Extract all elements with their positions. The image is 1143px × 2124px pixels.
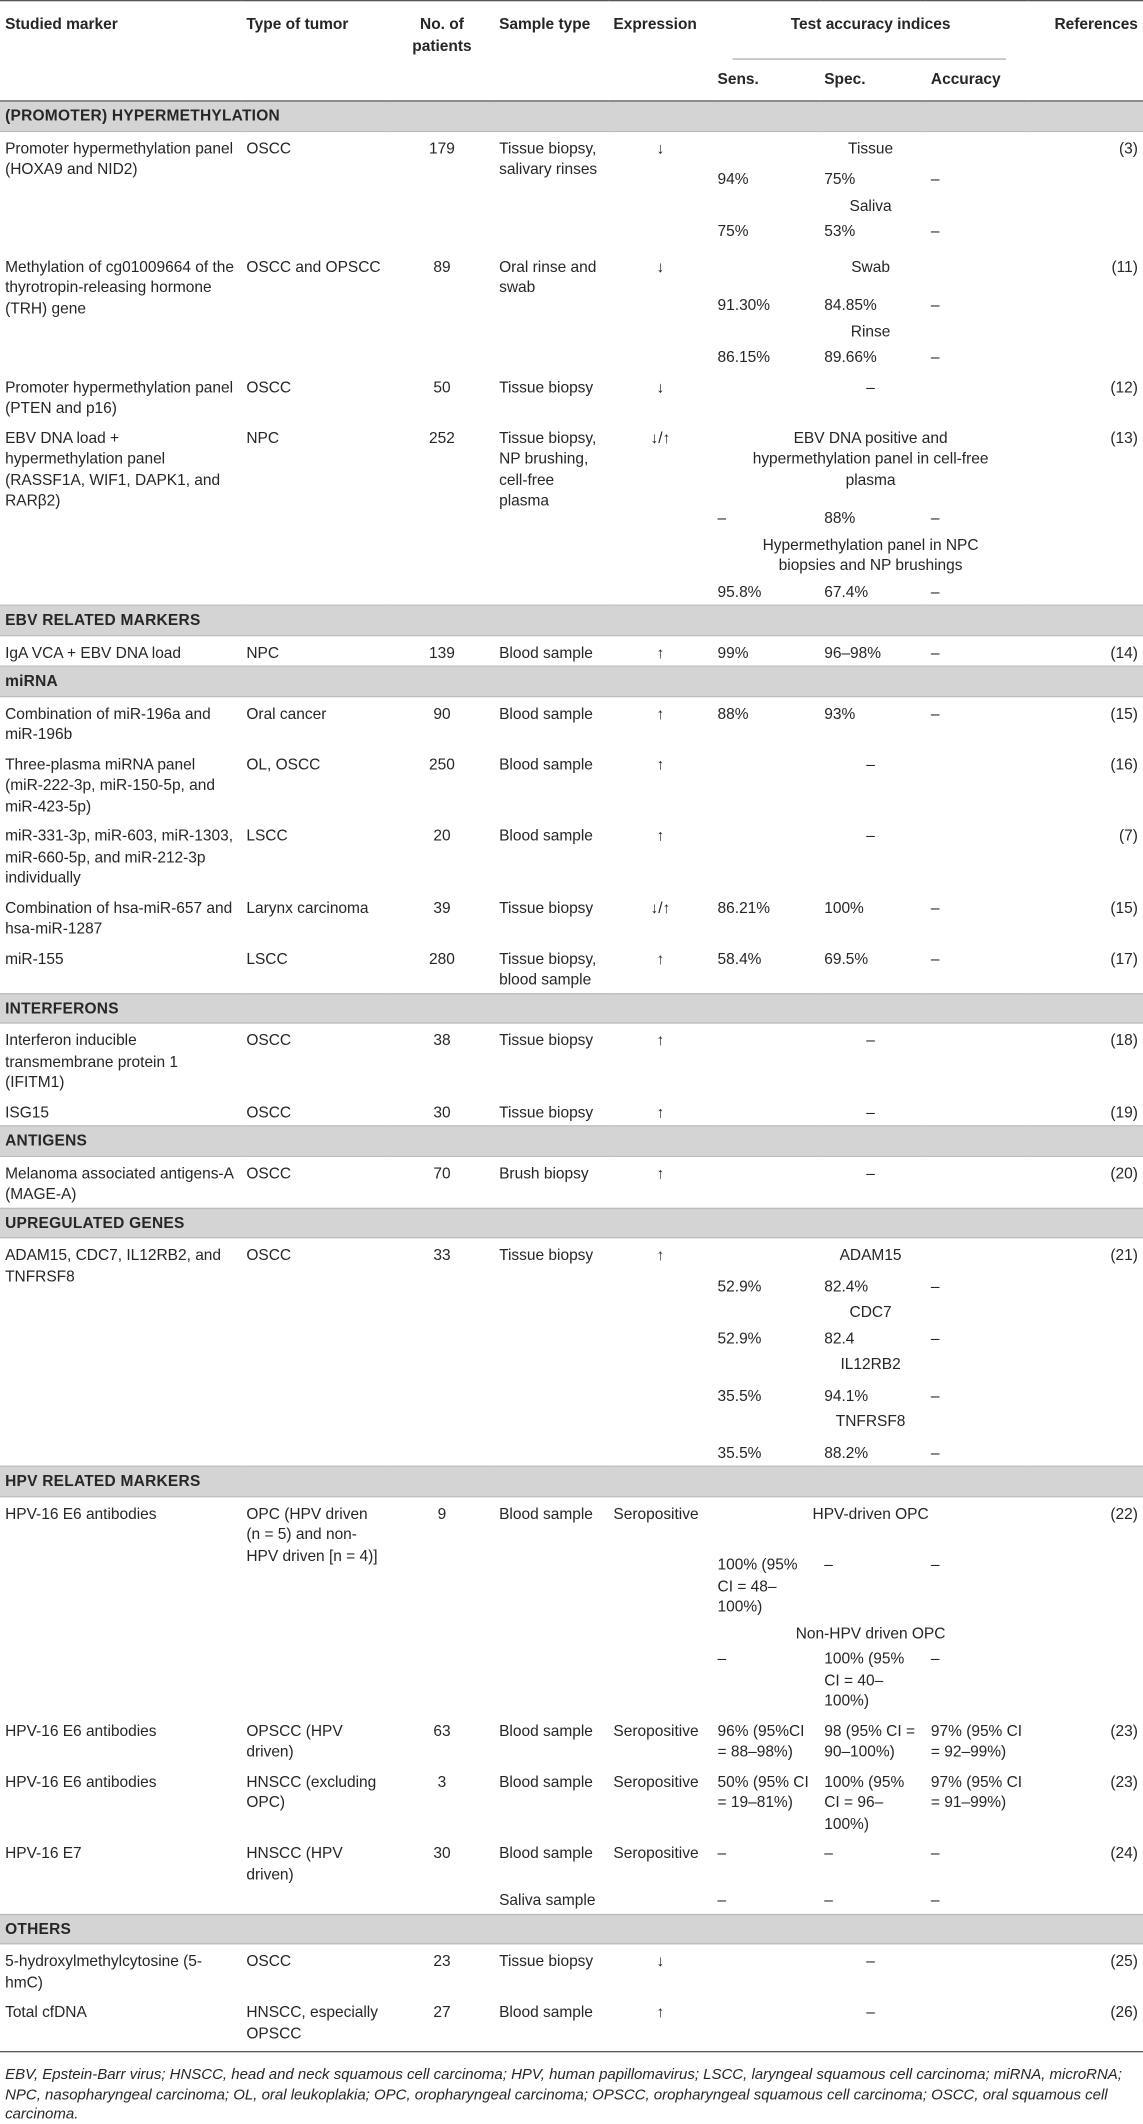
col-header-marker: Studied marker [0, 1, 241, 62]
table-row: HPV-16 E7 HNSCC (HPV driven) 30 Blood sample Seropositive – – – (24) [5, 1844, 1138, 1883]
table-row: HPV-16 E6 antibodies OPC (HPV driven (n = 5) and non-HPV driven [n = 4)] 9 Blood sample Seropositive HPV-driven OPC (22) [0, 1496, 1143, 1552]
table-row: miR-331-3p, miR-603, miR-1303, miR-660-5p, and miR-212-3p individually LSCC 20 Blood sample ↑ – (7) [5, 826, 1138, 887]
section-header: HPV RELATED MARKERS [0, 1466, 1143, 1496]
sub-label: IL12RB2 [840, 1355, 901, 1373]
sub-label: Swab [851, 257, 890, 275]
table-row: Methylation of cg01009664 of the thyrotropin-releasing hormone (TRH) gene OSCC and OPSCC 89 Oral rinse and swab ↓ Swab (11) [0, 250, 1143, 293]
table-row: Interferon inducible transmembrane protein 1 (IFITM1) OSCC 38 Tissue biopsy ↑ – (18) [5, 1031, 1138, 1091]
table-row: ISG15 OSCC 30 Tissue biopsy ↑ – (19) [5, 1102, 1138, 1121]
sub-label: EBV DNA positive and hypermethylation panel in cell-free plasma [752, 428, 989, 489]
sub-label: Hypermethylation panel in NPC biopsies and NP brushings [762, 535, 979, 575]
col-header-tumor: Type of tumor [241, 1, 390, 62]
table-row: Melanoma associated antigens-A (MAGE-A) OSCC 70 Brush biopsy ↑ – (20) [5, 1163, 1138, 1203]
table-row: EBV DNA load + hypermethylation panel (RASSF1A, WIF1, DAPK1, and RARβ2) NPC 252 Tissue biopsy, NP brushing, cell-free plasma ↓/↑ EBV DNA positive and hypermethylation panel in cell-free plasma (13) [0, 421, 1143, 500]
col-header-sample: Sample type [494, 1, 608, 62]
table-row: Combination of hsa-miR-657 and hsa-miR-1287 Larynx carcinoma 39 Tissue biopsy ↓/↑ 86.21% 100% – (15) [5, 898, 1138, 938]
col-header-references: References [1029, 1, 1143, 62]
table-row: Total cfDNA HNSCC, especially OPSCC 27 Blood sample ↑ – (26) [5, 2002, 1138, 2042]
col-header-accuracy: Accuracy [926, 62, 1029, 101]
table-row: Promoter hypermethylation panel (HOXA9 and NID2) OSCC 179 Tissue biopsy, salivary rinses ↓ Tissue (3) [0, 131, 1143, 161]
table-row: HPV-16 E6 antibodies OPSCC (HPV driven) 63 Blood sample Seropositive 96% (95%CI = 88–98%) 98 (95% CI = 90–100%) 97% (95% CI = 92–99%) (23) [5, 1721, 1138, 1761]
sub-label: Non-HPV driven OPC [795, 1623, 946, 1642]
table-row: IgA VCA + EBV DNA load NPC 139 Blood sample ↑ 99% 96–98% – (14) [5, 643, 1138, 662]
table-footnote: EBV, Epstein-Barr virus; HNSCC, head and neck squamous cell carcinoma; HPV, human papillomavirus; LSCC, laryngeal squamous cell carcinoma; miRNA, microRNA; NPC, nasopharyngeal carcinoma; OL, oral leukoplakia; OPC, oropharyngeal carcinoma; OPSCC, oropharyngeal squamous cell carcinoma; OSCC, oral squamous cell carcinoma. [0, 2051, 1143, 2124]
col-header-patients: No. of patients [390, 1, 494, 62]
section-header: OTHERS [0, 1914, 1143, 1944]
sub-label: Saliva [849, 196, 892, 214]
col-header-indices: Test accuracy indices [712, 1, 1028, 62]
section-header: INTERFERONS [0, 993, 1143, 1023]
section-header: EBV RELATED MARKERS [0, 605, 1143, 635]
section-header: UPREGULATED GENES [0, 1208, 1143, 1238]
section-header: ANTIGENS [0, 1126, 1143, 1156]
sub-label: ADAM15 [839, 1245, 902, 1264]
sub-label: HPV-driven OPC [812, 1504, 929, 1523]
table-row: 5-hydroxylmethylcytosine (5-hmC) OSCC 23 Tissue biopsy ↓ – (25) [5, 1951, 1138, 1991]
biomarker-table: Studied marker Type of tumor No. of patients Sample type Expression Test accuracy indices References Sens. Spec. Accuracy (PROMOTER) HYPERMETHYLATION Promoter hypermethylation panel (HOXA9 and NID2) OSCC 179 Tissue biopsy, salivary rinses ↓ Tissue (3) 94% 75% – Saliva 75% 53% – Methylation of cg01009664 of the thyrotropin-releasing hormone (TRH) gene OSCC and OPSCC 89 Oral rinse and swab ↓ Swab (11) 91.30% 84.85% – Rinse 86.15% 89.66% – Promoter hypermethylation panel (PTEN and p16) OSCC 50 Tissue biopsy ↓ – (12) EBV DNA load + hypermethylation panel (RASSF1A, WIF1, DAPK1, and RARβ2) NPC 252 Tissue biopsy, NP brushing, cell-free plasma ↓/↑ EBV DNA positive and hypermethylation panel in cell-free plasma (13) – 88% – Hypermethylation panel in NPC biopsies and NP brushings 95.8% 67.4% – EBV RELATED MARKERS IgA VCA + EBV DNA load NPC 139 Blood sample ↑ 99% 96–98% – (14) miRNA Combination of miR-196a and miR-196b Oral cancer 90 Blood sample ↑ 88% 93% – (15) Three-plasma miRNA panel (miR-222-3p, miR-150-5p, and miR-423-5p) OL, OSCC 250 Blood sample ↑ – (16) miR-331-3p, miR-603, miR-1303, miR-660-5p, and miR-212-3p individually LSCC 20 Blood sample ↑ – (7) Combination of hsa-miR-657 and hsa-miR-1287 Larynx carcinoma 39 Tissue biopsy ↓/↑ 86.21% 100% – (15) miR-155 LSCC 280 Tissue biopsy, blood sample ↑ 58.4% 69.5% – (17) INTERFERONS Interferon inducible transmembrane protein 1 (IFITM1) OSCC 38 Tissue biopsy ↑ – (18) ISG15 OSCC 30 Tissue biopsy ↑ – (19) ANTIGENS Melanoma associated antigens-A (MAGE-A) OSCC 70 Brush biopsy ↑ – (20) UPREGULATED GENES ADAM15, CDC7, IL12RB2, and TNFRSF8 OSCC 33 Tissue biopsy ↑ ADAM15 (21) 52.9% 82.4% – CDC7 52.9% 82.4 – IL12RB2 35.5% 94.1% – TNFRSF8 35.5% 88.2% – HPV RELATED MARKERS HPV-16 E6 antibodies OPC (HPV driven (n = 5) and non-HPV driven [n = 4)] 9 Blood sample Seropositive HPV-driven OPC (22) 100% (95% CI = 48–100%) – – Non-HPV driven OPC – 100% (95% CI = 40–100%) – HPV-16 E6 antibodies OPSCC (HPV driven) 63 Blood sample Seropositive 96% (95%CI = 88–98%) 98 (95% CI = 90–100%) 97% (95% CI = 92–99%) (23) HPV-16 E6 antibodies HNSCC (excluding OPC) 3 Blood sample Seropositive 50% (95% CI = 19–81%) 100% (95% CI = 96–100%) 97% (95% CI = 91–99%) (23) HPV-16 E7 HNSCC (HPV driven) 30 Blood sample Seropositive – – – (24) Saliva sample – – – OTHERS 5-hydroxylmethylcytosine (5-hmC) OSCC 23 Tissue biopsy ↓ – (25) Total cfDNA HNSCC, especially OPSCC 27 Blood sample ↑ – (26) [0, 0, 1143, 2046]
table-row: Combination of miR-196a and miR-196b Oral cancer 90 Blood sample ↑ 88% 93% – (15) [5, 704, 1138, 743]
sub-label: CDC7 [849, 1303, 892, 1321]
table-row: Promoter hypermethylation panel (PTEN and p16) OSCC 50 Tissue biopsy ↓ – (12) [5, 377, 1138, 417]
sub-label: Rinse [850, 321, 891, 340]
sub-label: Tissue [848, 139, 894, 157]
col-header-spec: Spec. [819, 62, 926, 101]
col-header-sens: Sens. [712, 62, 819, 101]
table-row: miR-155 LSCC 280 Tissue biopsy, blood sample ↑ 58.4% 69.5% – (17) [5, 949, 1138, 989]
table-row: Saliva sample – – – [499, 1891, 940, 1909]
sub-label: TNFRSF8 [835, 1412, 906, 1431]
table-row: ADAM15, CDC7, IL12RB2, and TNFRSF8 OSCC 33 Tissue biopsy ↑ ADAM15 (21) [0, 1238, 1143, 1268]
col-header-expression: Expression [608, 1, 712, 62]
section-header: (PROMOTER) HYPERMETHYLATION [0, 101, 1143, 131]
table-row: HPV-16 E6 antibodies HNSCC (excluding OPC) 3 Blood sample Seropositive 50% (95% CI = 19–81%) 100% (95% CI = 96–100%) 97% (95% CI = 91–99%) (23) [5, 1772, 1138, 1832]
section-header: miRNA [0, 666, 1143, 696]
table-row: Three-plasma miRNA panel (miR-222-3p, miR-150-5p, and miR-423-5p) OL, OSCC 250 Blood sample ↑ – (16) [5, 755, 1138, 815]
